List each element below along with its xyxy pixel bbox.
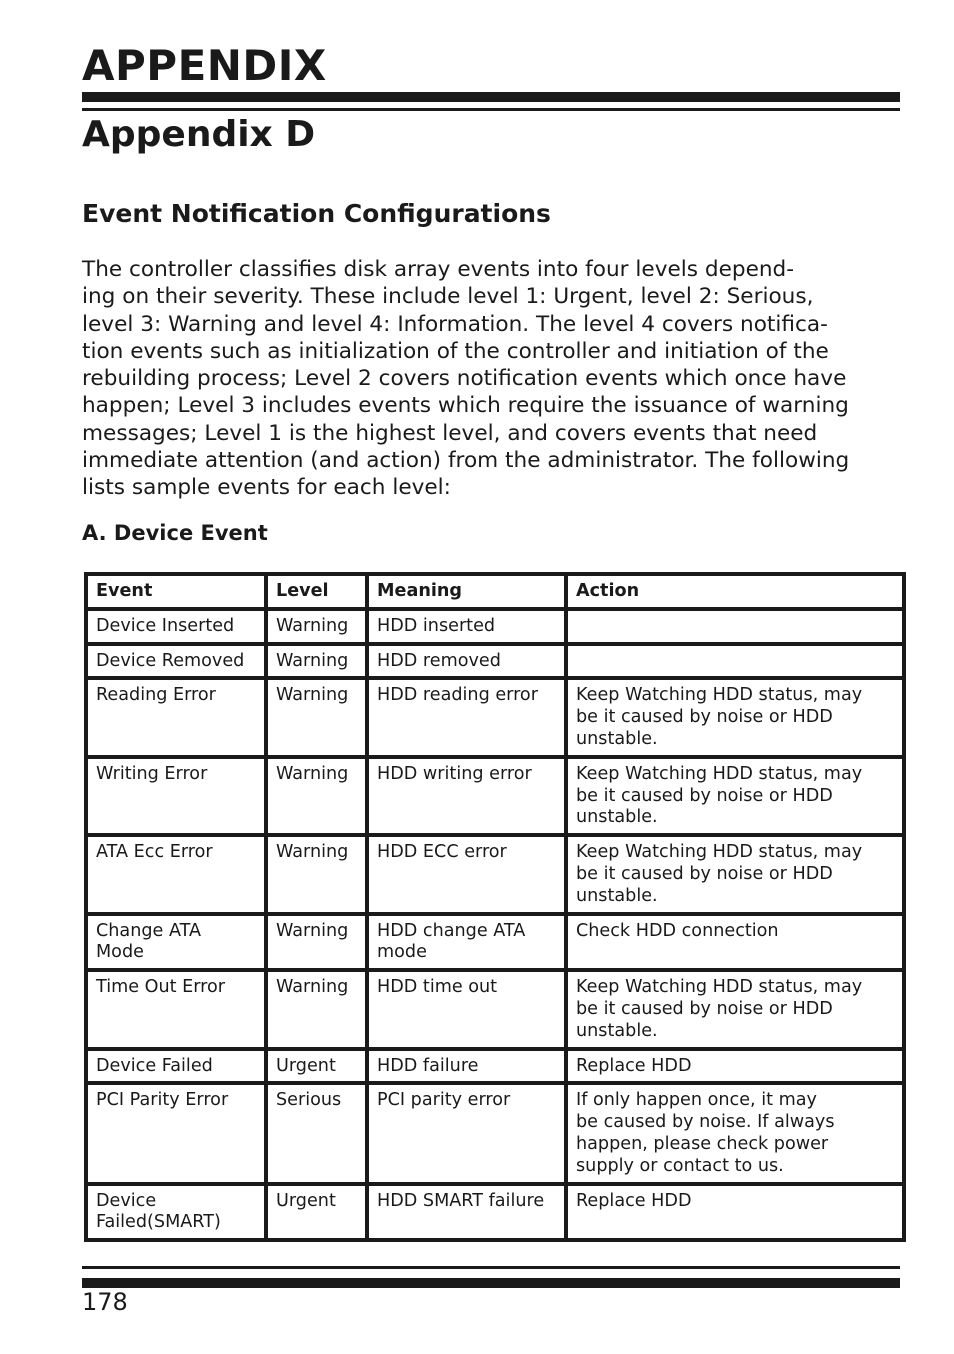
cell-action-line: unstable. [576,728,658,749]
cell-action-line: Check HDD connection [576,920,779,941]
table-header-row [86,574,904,609]
cell-meaning [367,609,566,644]
table-row [86,644,904,679]
cell-meaning [367,1049,566,1084]
cell-event-line: ATA Ecc Error [96,842,213,863]
cell-meaning [367,970,566,1048]
cell-meaning-line: HDD inserted [377,615,496,636]
table-row [86,757,904,835]
subsection-heading: A. Device Event [82,521,268,545]
cell-meaning [367,1083,566,1183]
cell-event-line: Reading Error [96,685,216,706]
cell-action-line: If only happen once, it may [576,1090,817,1111]
cell-event [86,644,266,679]
cell-action [566,678,904,756]
intro-line: messages; Level 1 is the highest level, and covers events that need [82,420,818,446]
cell-action-line: be caused by noise. If always [576,1112,835,1133]
cell-meaning [367,835,566,913]
header-event: Event [86,574,266,609]
cell-meaning-line: PCI parity error [377,1090,511,1111]
cell-action-line: be it caused by noise or HDD [576,707,833,728]
cell-level: Warning [266,678,367,756]
cell-event-line: Time Out Error [96,977,226,998]
table-body [86,609,904,1240]
cell-action-line: unstable. [576,1020,658,1041]
intro-line: The controller classifies disk array events into four levels depend- [82,257,795,282]
section-heading: Event Notification Configurations [82,199,551,228]
table-row [86,1184,904,1241]
table-row [86,914,904,971]
cell-meaning-line: HDD writing error [377,763,532,784]
cell-action-line: happen, please check power [576,1133,829,1154]
header-rule-thick [82,92,900,102]
cell-meaning-line: HDD ECC error [377,842,507,863]
cell-event-line: Mode [96,942,144,963]
cell-action [566,757,904,835]
cell-event [86,757,266,835]
intro-line: ing on their severity. These include level 1: Urgent, level 2: Serious, [82,284,814,310]
cell-meaning-line: HDD time out [377,977,498,998]
cell-meaning-line: mode [377,942,427,963]
cell-level: Warning [266,914,367,971]
cell-action [566,1049,904,1084]
cell-action-line: Keep Watching HDD status, may [576,685,863,706]
cell-event-line: Device Inserted [96,615,235,636]
cell-event [86,678,266,756]
cell-action-line: be it caused by noise or HDD [576,998,833,1019]
cell-level: Warning [266,644,367,679]
cell-event-line: Device [96,1190,157,1211]
cell-event-line: Writing Error [96,763,208,784]
cell-action [566,1184,904,1241]
table-row [86,609,904,644]
intro-line: immediate attention (and action) from the administrator. The following [82,448,850,474]
table-row [86,970,904,1048]
footer-rule-thick [82,1278,900,1288]
cell-meaning [367,914,566,971]
cell-event-line: PCI Parity Error [96,1090,229,1111]
cell-level: Serious [266,1083,367,1183]
appendix-title: APPENDIX [82,41,327,90]
table-row [86,678,904,756]
cell-action-line: Keep Watching HDD status, may [576,763,863,784]
cell-level: Warning [266,757,367,835]
cell-event [86,914,266,971]
cell-action [566,644,904,679]
cell-meaning [367,678,566,756]
cell-level: Urgent [266,1184,367,1241]
intro-line: level 3: Warning and level 4: Information. The level 4 covers notifica- [82,311,828,337]
cell-meaning-line: HDD change ATA [377,920,526,941]
header-rule-thin [82,108,900,111]
cell-meaning-line: HDD removed [377,650,501,671]
cell-meaning [367,644,566,679]
cell-event [86,835,266,913]
table-row [86,1049,904,1084]
device-event-table [84,572,906,1242]
header-action: Action [566,574,904,609]
cell-event [86,1049,266,1084]
header-meaning: Meaning [367,574,566,609]
cell-action-line: be it caused by noise or HDD [576,785,833,806]
intro-line: lists sample events for each level: [82,475,451,501]
cell-action-line: Replace HDD [576,1055,692,1076]
cell-meaning-line: HDD SMART failure [377,1190,545,1211]
cell-event-line: Failed(SMART) [96,1212,221,1233]
cell-action-line: be it caused by noise or HDD [576,863,833,884]
cell-action [566,835,904,913]
appendix-subtitle: Appendix D [82,114,316,155]
cell-level: Warning [266,835,367,913]
cell-event-line: Device Failed [96,1055,213,1076]
cell-action-line: unstable. [576,807,658,828]
cell-action-line: Replace HDD [576,1190,692,1211]
cell-meaning-line: HDD failure [377,1055,479,1076]
header-level: Level [266,574,367,609]
cell-action-line: supply or contact to us. [576,1155,784,1176]
table-row [86,1083,904,1183]
cell-action-line: Keep Watching HDD status, may [576,977,863,998]
cell-event [86,1184,266,1241]
cell-meaning-line: HDD reading error [377,685,538,706]
table-row [86,835,904,913]
intro-paragraph [82,256,900,502]
cell-action [566,1083,904,1183]
intro-line: tion events such as initialization of the controller and initiation of the [82,338,829,364]
cell-event [86,970,266,1048]
cell-event-line: Device Removed [96,650,245,671]
cell-meaning [367,1184,566,1241]
cell-action-line: unstable. [576,885,658,906]
footer-rule-thin [82,1266,900,1269]
cell-event [86,609,266,644]
cell-meaning [367,757,566,835]
cell-action [566,609,904,644]
cell-action-line: Keep Watching HDD status, may [576,842,863,863]
cell-level: Urgent [266,1049,367,1084]
cell-action [566,914,904,971]
cell-action [566,970,904,1048]
page-number: 178 [82,1288,128,1316]
cell-level: Warning [266,970,367,1048]
intro-line: happen; Level 3 includes events which require the issuance of warning [82,393,849,419]
intro-line: rebuilding process; Level 2 covers notification events which once have [82,366,847,392]
cell-level: Warning [266,609,367,644]
cell-event-line: Change ATA [96,920,202,941]
cell-event [86,1083,266,1183]
